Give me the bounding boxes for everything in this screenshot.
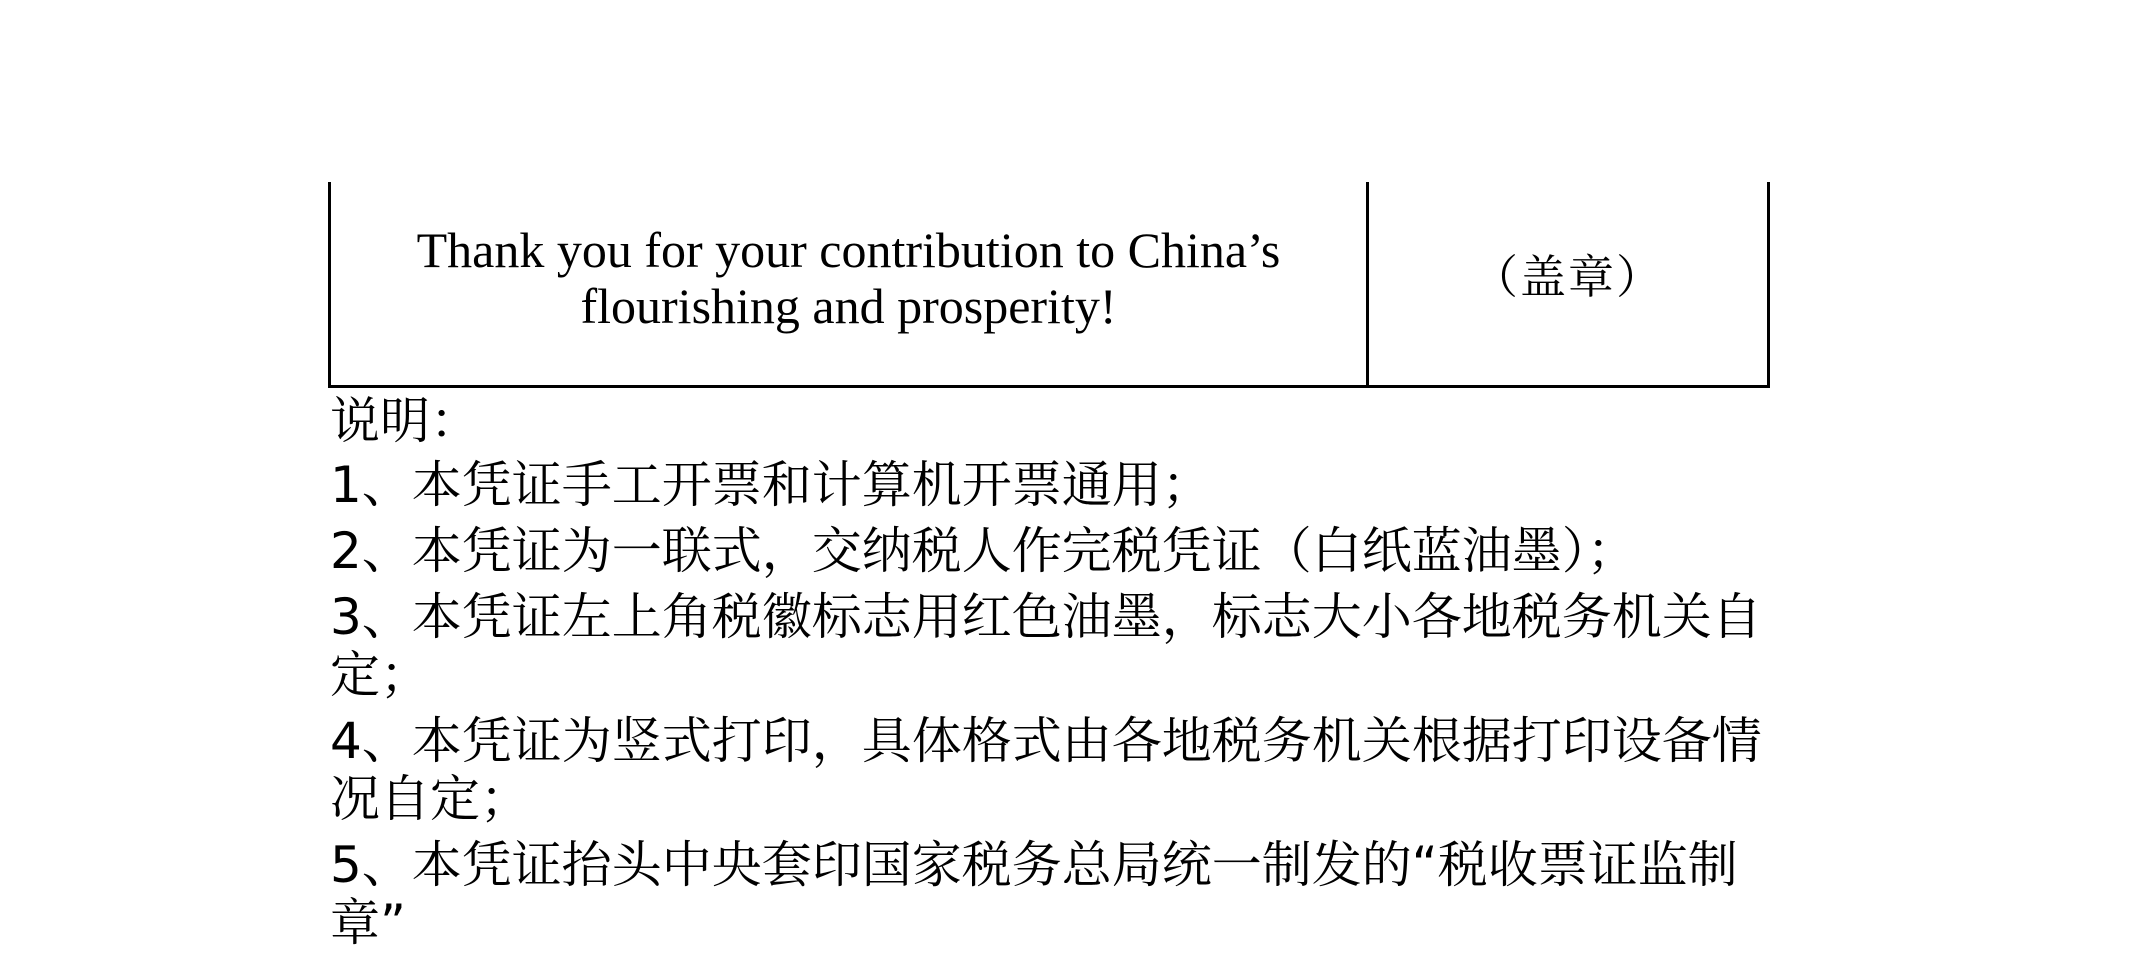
notes-heading: 说明：	[330, 392, 480, 450]
seal-cell	[1369, 182, 1767, 385]
thanks-line-2: flourishing and prosperity!	[580, 277, 1117, 334]
thanks-cell	[331, 182, 1369, 385]
thanks-line-1: Thank you for your contribution to China’s	[416, 221, 1281, 278]
note-item-2: 2、本凭证为一联式，交纳税人作完税凭证（白纸蓝油墨）；	[330, 522, 1637, 580]
note-item-1: 1、本凭证手工开票和计算机开票通用；	[330, 456, 1212, 514]
note-item-3: 3、本凭证左上角税徽标志用红色油墨，标志大小各地税务机关自定；	[330, 588, 1762, 704]
note-item-4: 4、本凭证为竖式打印，具体格式由各地税务机关根据打印设备情况自定；	[330, 712, 1762, 828]
notes-section	[330, 392, 1780, 960]
receipt-table-fragment	[328, 182, 1770, 388]
seal-label: （盖章）	[1472, 249, 1664, 304]
thanks-message	[399, 222, 1299, 334]
note-item-5: 5、本凭证抬头中央套印国家税务总局统一制发的“税收票证监制章”	[330, 836, 1738, 952]
